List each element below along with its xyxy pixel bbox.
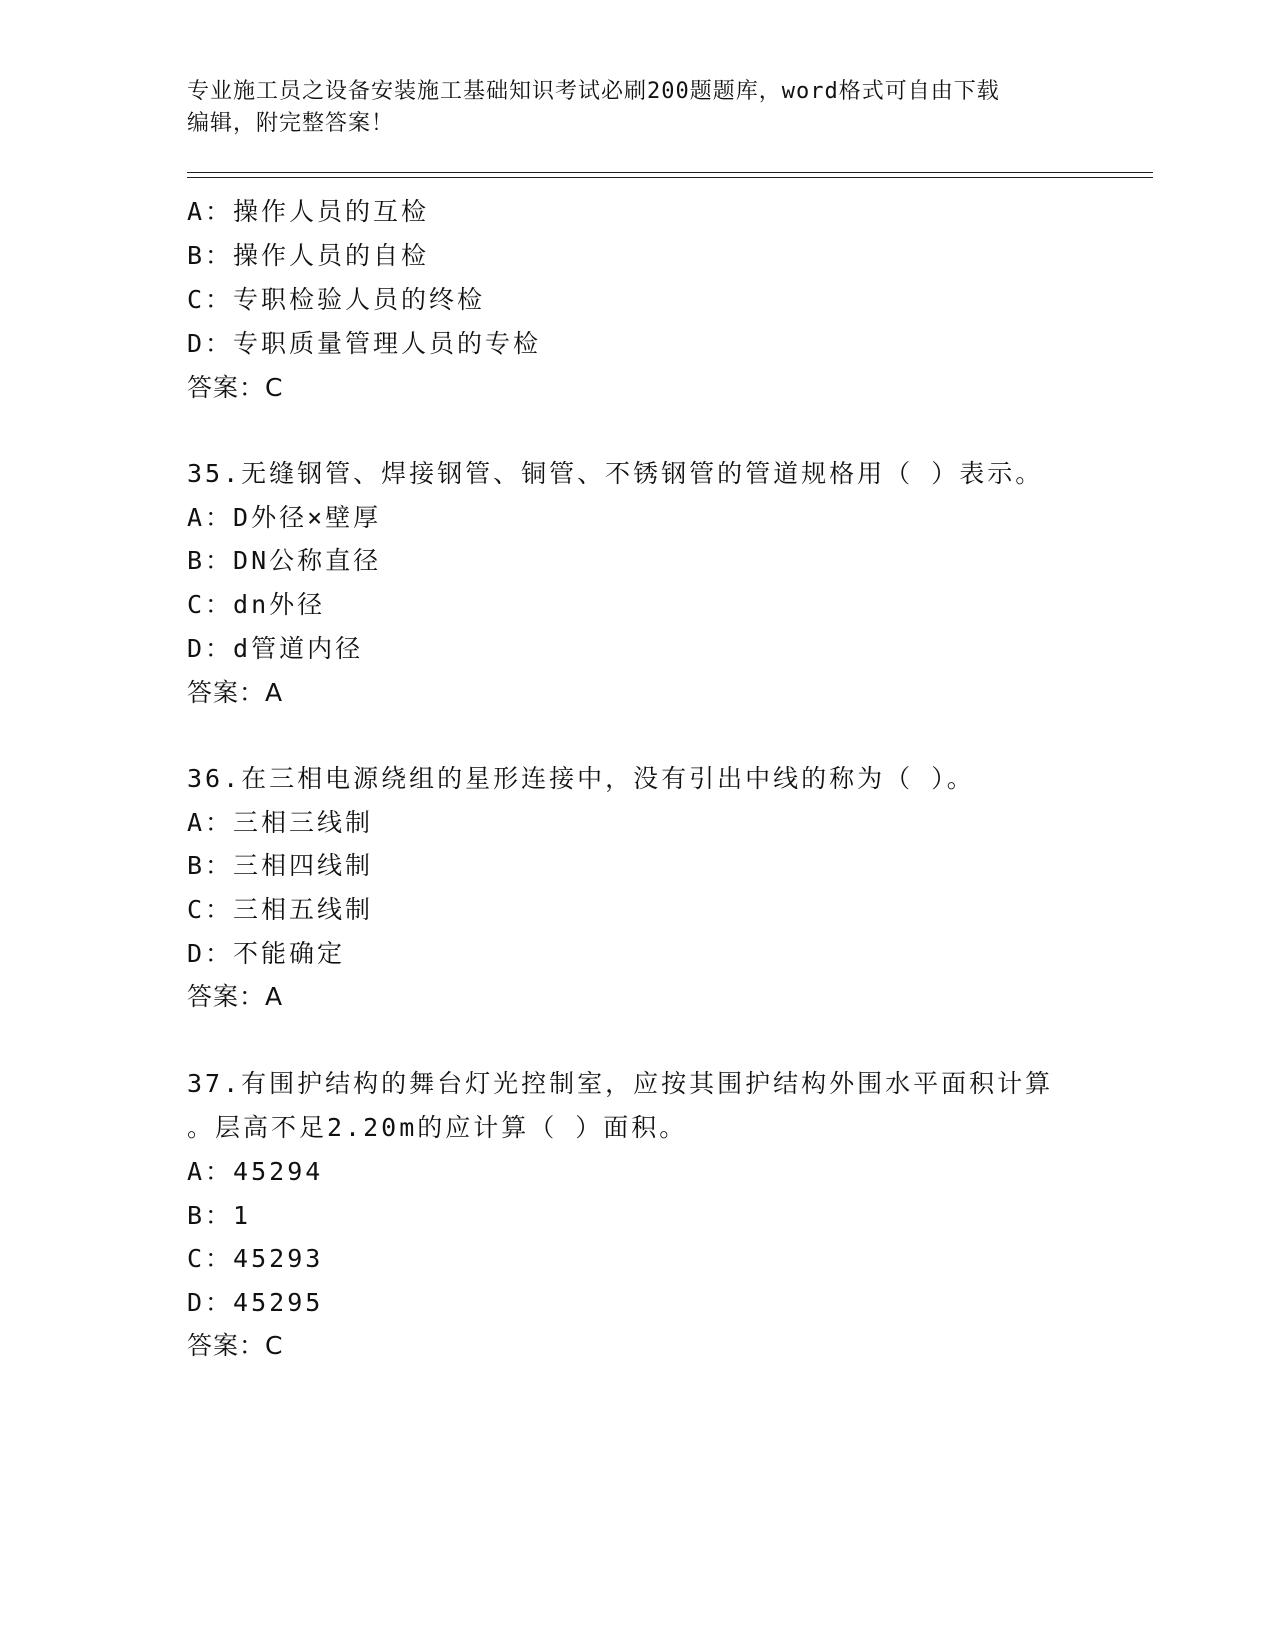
header-title-line2: 编辑，附完整答案！ [187, 111, 395, 136]
option-b: B：三相四线制 [187, 851, 374, 880]
option-d: D：45295 [187, 1288, 324, 1317]
option-a: A：操作人员的互检 [187, 197, 430, 226]
option-a: A：三相三线制 [187, 808, 374, 837]
header-title-line1: 专业施工员之设备安装施工基础知识考试必刷200题题库，word格式可自由下载 [187, 79, 1000, 104]
option-d: D：不能确定 [187, 939, 346, 968]
answer: 答案：A [187, 982, 284, 1011]
option-c: C：三相五线制 [187, 895, 374, 924]
question-text: 36.在三相电源绕组的星形连接中，没有引出中线的称为（ ）。 [187, 764, 975, 793]
option-a: A：D外径×壁厚 [187, 503, 382, 532]
option-c: C：专职检验人员的终检 [187, 285, 486, 314]
option-d: D：专职质量管理人员的专检 [187, 329, 542, 358]
header-divider-bottom [187, 177, 1153, 178]
question-text-line2: 。层高不足2.20m的应计算（ ）面积。 [187, 1113, 688, 1142]
option-c: C：45293 [187, 1244, 324, 1273]
option-d: D：d管道内径 [187, 634, 364, 663]
answer: 答案：C [187, 373, 284, 402]
option-b: B：DN公称直径 [187, 546, 382, 575]
header-divider-top [187, 172, 1153, 173]
option-b: B：1 [187, 1201, 252, 1230]
answer: 答案：C [187, 1331, 284, 1360]
option-a: A：45294 [187, 1157, 324, 1186]
question-text: 35.无缝钢管、焊接钢管、铜管、不锈钢管的管道规格用（ ）表示。 [187, 459, 1044, 488]
answer: 答案：A [187, 678, 284, 707]
option-b: B：操作人员的自检 [187, 241, 430, 270]
option-c: C：dn外径 [187, 590, 326, 619]
question-text-line1: 37.有围护结构的舞台灯光控制室，应按其围护结构外围水平面积计算 [187, 1069, 1054, 1098]
